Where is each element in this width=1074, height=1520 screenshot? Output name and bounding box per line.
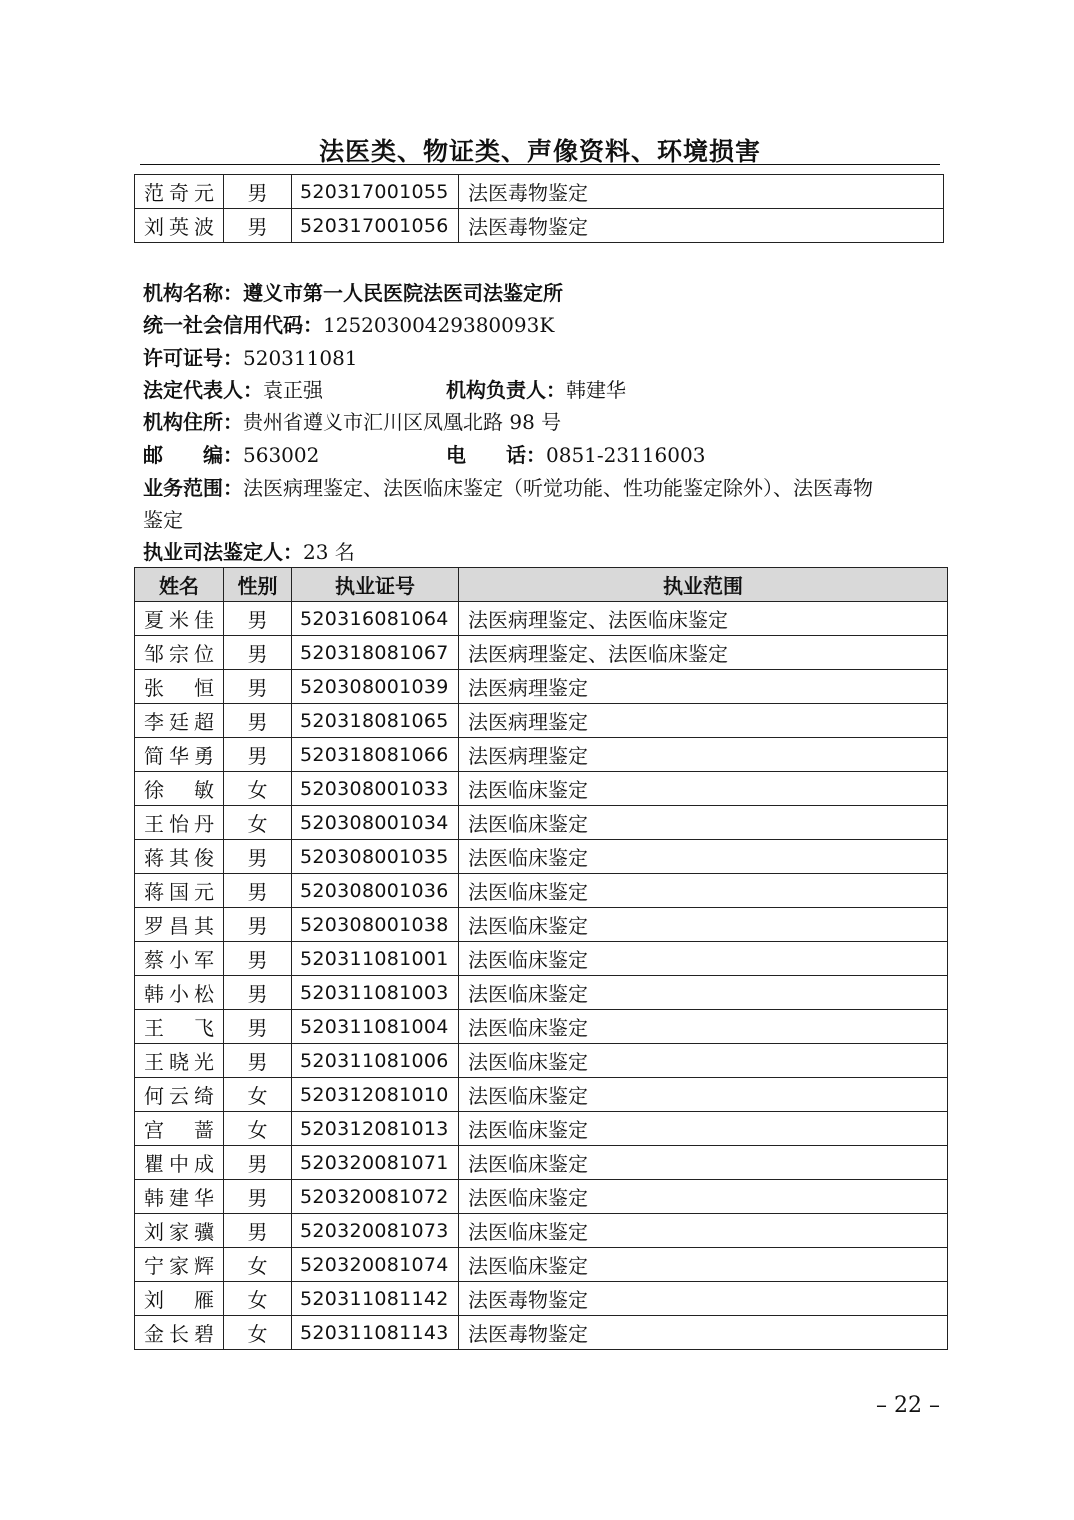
- institution-head-line: [446, 374, 626, 406]
- appraisers-count-line: [143, 536, 355, 568]
- table-row: [135, 806, 948, 840]
- cell-gender: 男: [224, 1010, 292, 1044]
- table-row: [135, 942, 948, 976]
- cell-cert: 520316081064: [292, 602, 459, 636]
- cell-gender: 女: [224, 806, 292, 840]
- institution-name: 遵义市第一人民医院法医司法鉴定所: [243, 281, 563, 305]
- cell-scope: 法医临床鉴定: [459, 1248, 948, 1282]
- cell-cert: 520318081066: [292, 738, 459, 772]
- cell-scope: 法医临床鉴定: [459, 1180, 948, 1214]
- cell-name: 宫 蔷: [135, 1112, 224, 1146]
- cell-gender: 男: [224, 738, 292, 772]
- cell-gender: 男: [224, 704, 292, 738]
- postcode-value: 563002: [243, 443, 320, 467]
- license-line: [143, 342, 358, 374]
- table-row: [135, 738, 948, 772]
- cell-scope: 法医病理鉴定: [459, 738, 948, 772]
- credit-code-label: 统一社会信用代码：: [143, 313, 323, 337]
- business-scope-value: 法医病理鉴定、法医临床鉴定（听觉功能、性功能鉴定除外）、法医毒物: [243, 476, 873, 500]
- cell-cert: 520312081013: [292, 1112, 459, 1146]
- phone-line: [446, 439, 705, 471]
- table-row: [135, 1248, 948, 1282]
- legal-rep-value: 袁正强: [263, 378, 323, 402]
- institution-head-label: 机构负责人：: [446, 378, 566, 402]
- cell-gender: 男: [224, 942, 292, 976]
- cell-scope: 法医临床鉴定: [459, 942, 948, 976]
- cell-scope: 法医临床鉴定: [459, 1146, 948, 1180]
- continued-appraiser-table: [134, 174, 944, 243]
- cell-gender: 男: [224, 1044, 292, 1078]
- cell-scope: 法医病理鉴定: [459, 670, 948, 704]
- column-header-cert: 执业证号: [292, 568, 459, 602]
- cell-gender: 男: [224, 1214, 292, 1248]
- address-line: [143, 406, 561, 438]
- cell-scope: 法医毒物鉴定: [459, 175, 944, 209]
- cell-scope: 法医临床鉴定: [459, 1112, 948, 1146]
- cell-gender: 女: [224, 1282, 292, 1316]
- cell-cert: 520317001055: [292, 175, 459, 209]
- page-number: – 22 –: [876, 1393, 940, 1418]
- table-row: [135, 1282, 948, 1316]
- license-label: 许可证号：: [143, 346, 243, 370]
- cell-name: 范奇元: [135, 175, 224, 209]
- cell-gender: 女: [224, 1078, 292, 1112]
- address-value: 贵州省遵义市汇川区凤凰北路 98 号: [243, 410, 562, 434]
- appraiser-table-header-row: [135, 568, 948, 602]
- table-row: [135, 840, 948, 874]
- cell-scope: 法医病理鉴定、法医临床鉴定: [459, 602, 948, 636]
- cell-cert: 520317001056: [292, 209, 459, 243]
- institution-name-label: 机构名称：: [143, 281, 243, 305]
- business-scope-continuation: 鉴定: [143, 508, 183, 532]
- institution-name-line: [143, 277, 563, 309]
- cell-name: 邹宗位: [135, 636, 224, 670]
- cell-gender: 男: [224, 840, 292, 874]
- cell-gender: 男: [224, 670, 292, 704]
- cell-gender: 女: [224, 772, 292, 806]
- table-row: [135, 1214, 948, 1248]
- column-header-gender: 性别: [224, 568, 292, 602]
- phone-label: 电 话：: [446, 443, 546, 467]
- table-row: [135, 602, 948, 636]
- page-header-title: 法医类、物证类、声像资料、环境损害: [318, 137, 761, 166]
- cell-cert: 520311081143: [292, 1316, 459, 1350]
- cell-gender: 男: [224, 209, 292, 243]
- table-row: [135, 1316, 948, 1350]
- cell-gender: 男: [224, 602, 292, 636]
- table-row: [135, 1010, 948, 1044]
- table-row: [135, 1146, 948, 1180]
- table-row: [135, 1112, 948, 1146]
- business-scope-line: [143, 472, 873, 504]
- table-row: [135, 175, 944, 209]
- table-row: [135, 1044, 948, 1078]
- cell-cert: 520320081071: [292, 1146, 459, 1180]
- cell-cert: 520320081074: [292, 1248, 459, 1282]
- cell-scope: 法医临床鉴定: [459, 1214, 948, 1248]
- cell-name: 蒋国元: [135, 874, 224, 908]
- license-value: 520311081: [243, 346, 358, 370]
- table-row: [135, 1078, 948, 1112]
- cell-name: 简华勇: [135, 738, 224, 772]
- cell-cert: 520308001039: [292, 670, 459, 704]
- legal-rep-label: 法定代表人：: [143, 378, 263, 402]
- cell-gender: 男: [224, 908, 292, 942]
- cell-scope: 法医临床鉴定: [459, 976, 948, 1010]
- cell-cert: 520311081004: [292, 1010, 459, 1044]
- cell-name: 李廷超: [135, 704, 224, 738]
- cell-cert: 520308001038: [292, 908, 459, 942]
- cell-cert: 520311081006: [292, 1044, 459, 1078]
- cell-scope: 法医临床鉴定: [459, 1044, 948, 1078]
- cell-scope: 法医临床鉴定: [459, 1010, 948, 1044]
- table-row: [135, 908, 948, 942]
- cell-scope: 法医临床鉴定: [459, 806, 948, 840]
- cell-name: 韩建华: [135, 1180, 224, 1214]
- cell-name: 韩小松: [135, 976, 224, 1010]
- cell-name: 刘英波: [135, 209, 224, 243]
- appraiser-table-body: [135, 602, 948, 1350]
- cell-cert: 520318081065: [292, 704, 459, 738]
- cell-name: 夏米佳: [135, 602, 224, 636]
- credit-code-line: [143, 309, 554, 341]
- cell-cert: 520308001033: [292, 772, 459, 806]
- cell-scope: 法医临床鉴定: [459, 1078, 948, 1112]
- table-row: [135, 1180, 948, 1214]
- table-row: [135, 670, 948, 704]
- table-row: [135, 874, 948, 908]
- cell-cert: 520308001036: [292, 874, 459, 908]
- table-row: [135, 636, 948, 670]
- cell-scope: 法医临床鉴定: [459, 874, 948, 908]
- business-scope-label: 业务范围：: [143, 476, 243, 500]
- cell-name: 刘家骥: [135, 1214, 224, 1248]
- credit-code-value: 12520300429380093K: [323, 313, 555, 337]
- cell-name: 王怡丹: [135, 806, 224, 840]
- postcode-line: [143, 439, 319, 471]
- cell-cert: 520311081001: [292, 942, 459, 976]
- cell-scope: 法医毒物鉴定: [459, 1282, 948, 1316]
- cell-gender: 男: [224, 175, 292, 209]
- cell-scope: 法医毒物鉴定: [459, 1316, 948, 1350]
- cell-name: 宁家辉: [135, 1248, 224, 1282]
- cell-cert: 520318081067: [292, 636, 459, 670]
- cell-name: 张 恒: [135, 670, 224, 704]
- cell-gender: 男: [224, 976, 292, 1010]
- header-rule: [140, 164, 940, 165]
- cell-name: 瞿中成: [135, 1146, 224, 1180]
- table-row: [135, 976, 948, 1010]
- cell-gender: 男: [224, 1180, 292, 1214]
- cell-cert: 520308001034: [292, 806, 459, 840]
- table-row: [135, 772, 948, 806]
- legal-rep-line: [143, 374, 323, 406]
- cell-gender: 男: [224, 1146, 292, 1180]
- cell-scope: 法医病理鉴定: [459, 704, 948, 738]
- cell-gender: 女: [224, 1112, 292, 1146]
- cell-cert: 520312081010: [292, 1078, 459, 1112]
- cell-name: 蒋其俊: [135, 840, 224, 874]
- cell-name: 王 飞: [135, 1010, 224, 1044]
- postcode-label: 邮 编：: [143, 443, 243, 467]
- cell-name: 蔡小军: [135, 942, 224, 976]
- continued-appraiser-table-body: [135, 175, 944, 243]
- cell-name: 王晓光: [135, 1044, 224, 1078]
- cell-scope: 法医毒物鉴定: [459, 209, 944, 243]
- institution-head-value: 韩建华: [566, 378, 626, 402]
- table-row: [135, 704, 948, 738]
- cell-name: 金长碧: [135, 1316, 224, 1350]
- cell-gender: 女: [224, 1316, 292, 1350]
- cell-scope: 法医临床鉴定: [459, 908, 948, 942]
- cell-cert: 520320081072: [292, 1180, 459, 1214]
- cell-cert: 520311081003: [292, 976, 459, 1010]
- appraisers-count-value: 23 名: [303, 540, 355, 564]
- cell-cert: 520308001035: [292, 840, 459, 874]
- appraiser-table: [134, 567, 948, 1350]
- address-label: 机构住所：: [143, 410, 243, 434]
- cell-gender: 女: [224, 1248, 292, 1282]
- cell-scope: 法医病理鉴定、法医临床鉴定: [459, 636, 948, 670]
- column-header-scope: 执业范围: [459, 568, 948, 602]
- cell-scope: 法医临床鉴定: [459, 772, 948, 806]
- cell-gender: 男: [224, 874, 292, 908]
- cell-cert: 520320081073: [292, 1214, 459, 1248]
- cell-gender: 男: [224, 636, 292, 670]
- phone-value: 0851-23116003: [546, 443, 706, 467]
- column-header-name: 姓名: [135, 568, 224, 602]
- cell-name: 刘 雁: [135, 1282, 224, 1316]
- cell-name: 罗昌其: [135, 908, 224, 942]
- appraisers-count-label: 执业司法鉴定人：: [143, 540, 303, 564]
- cell-name: 何云绮: [135, 1078, 224, 1112]
- cell-cert: 520311081142: [292, 1282, 459, 1316]
- cell-name: 徐 敏: [135, 772, 224, 806]
- table-row: [135, 209, 944, 243]
- cell-scope: 法医临床鉴定: [459, 840, 948, 874]
